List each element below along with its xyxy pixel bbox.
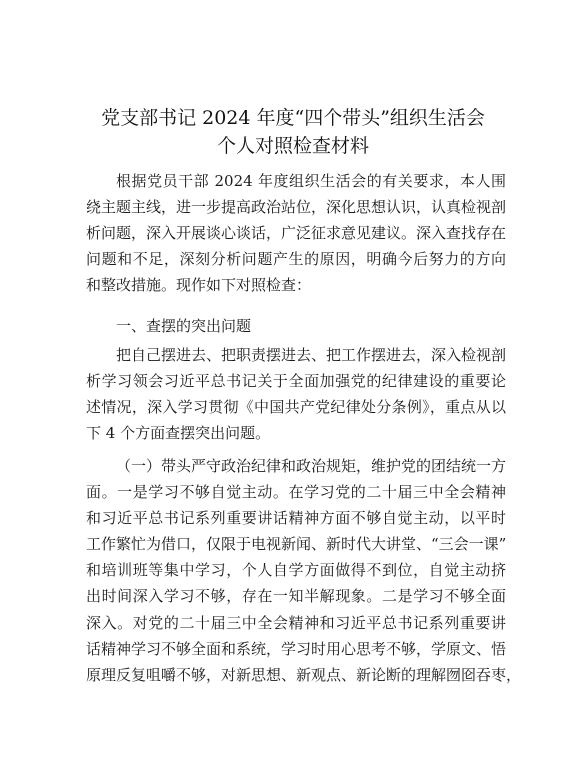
paragraph-requirements xyxy=(86,168,506,298)
paragraph-line: 出时间深入学习不够，存在一知半解现象。二是学习不够全面 xyxy=(86,587,506,606)
paragraph-line: 析学习领会习近平总书记关于全面加强党的纪律建设的重要论 xyxy=(86,372,506,391)
document-title-line-1: 党支部书记 2024 年度“四个带头”组织生活会 xyxy=(101,107,485,129)
paragraph-political-discipline xyxy=(86,453,522,688)
paragraph-line: 下 4 个方面查摆突出问题。 xyxy=(86,424,271,443)
paragraph-self-examination xyxy=(86,342,506,446)
paragraph-line: 面。一是学习不够自觉主动。在学习党的二十届三中全会精神 xyxy=(86,483,506,502)
paragraph-line: 问题和不足，深刻分析问题产生的原因，明确今后努力的方向 xyxy=(86,250,506,269)
paragraph-line: 话精神学习不够全面和系统，学习时用心思考不够，学原文、悟 xyxy=(86,639,507,658)
paragraph-line: 根据党员干部 2024 年度组织生活会的有关要求，本人围 xyxy=(116,172,506,190)
section-heading xyxy=(86,313,506,339)
paragraph-line: 和整改措施。现作如下对照检查： xyxy=(86,276,312,295)
paragraph-line: 工作繁忙为借口，仅限于电视新闻、新时代大讲堂、“三会一课” xyxy=(86,535,507,554)
document-title-line-2: 个人对照检查材料 xyxy=(216,135,369,157)
paragraph-line: 和培训班等集中学习，个人自学方面做得不到位，自觉主动挤 xyxy=(86,561,506,580)
paragraph-line: 深入。对党的二十届三中全会精神和习近平总书记系列重要讲 xyxy=(86,613,506,632)
paragraph-line: 绕主题主线，进一步提高政治站位，深化思想认识，认真检视剖 xyxy=(86,198,507,217)
paragraph-line: 把自己摆进去、把职责摆进去、把工作摆进去，深入检视剖 xyxy=(116,346,507,364)
section-heading-text: 一、查摆的突出问题 xyxy=(116,317,252,335)
paragraph-line: （一）带头严守政治纪律和政治规矩，维护党的团结统一方 xyxy=(116,457,507,475)
paragraph-line: 析问题，深入开展谈心谈话，广泛征求意见建议。深入查找存在 xyxy=(86,224,507,243)
paragraph-line: 述情况，深入学习贯彻《中国共产党纪律处分条例》，重点从以 xyxy=(86,398,506,417)
paragraph-line: 和习近平总书记系列重要讲话精神方面不够自觉主动，以平时 xyxy=(86,509,506,528)
paragraph-line: 原理反复咀嚼不够，对新思想、新观点、新论断的理解囫囵吞枣， xyxy=(86,665,522,684)
